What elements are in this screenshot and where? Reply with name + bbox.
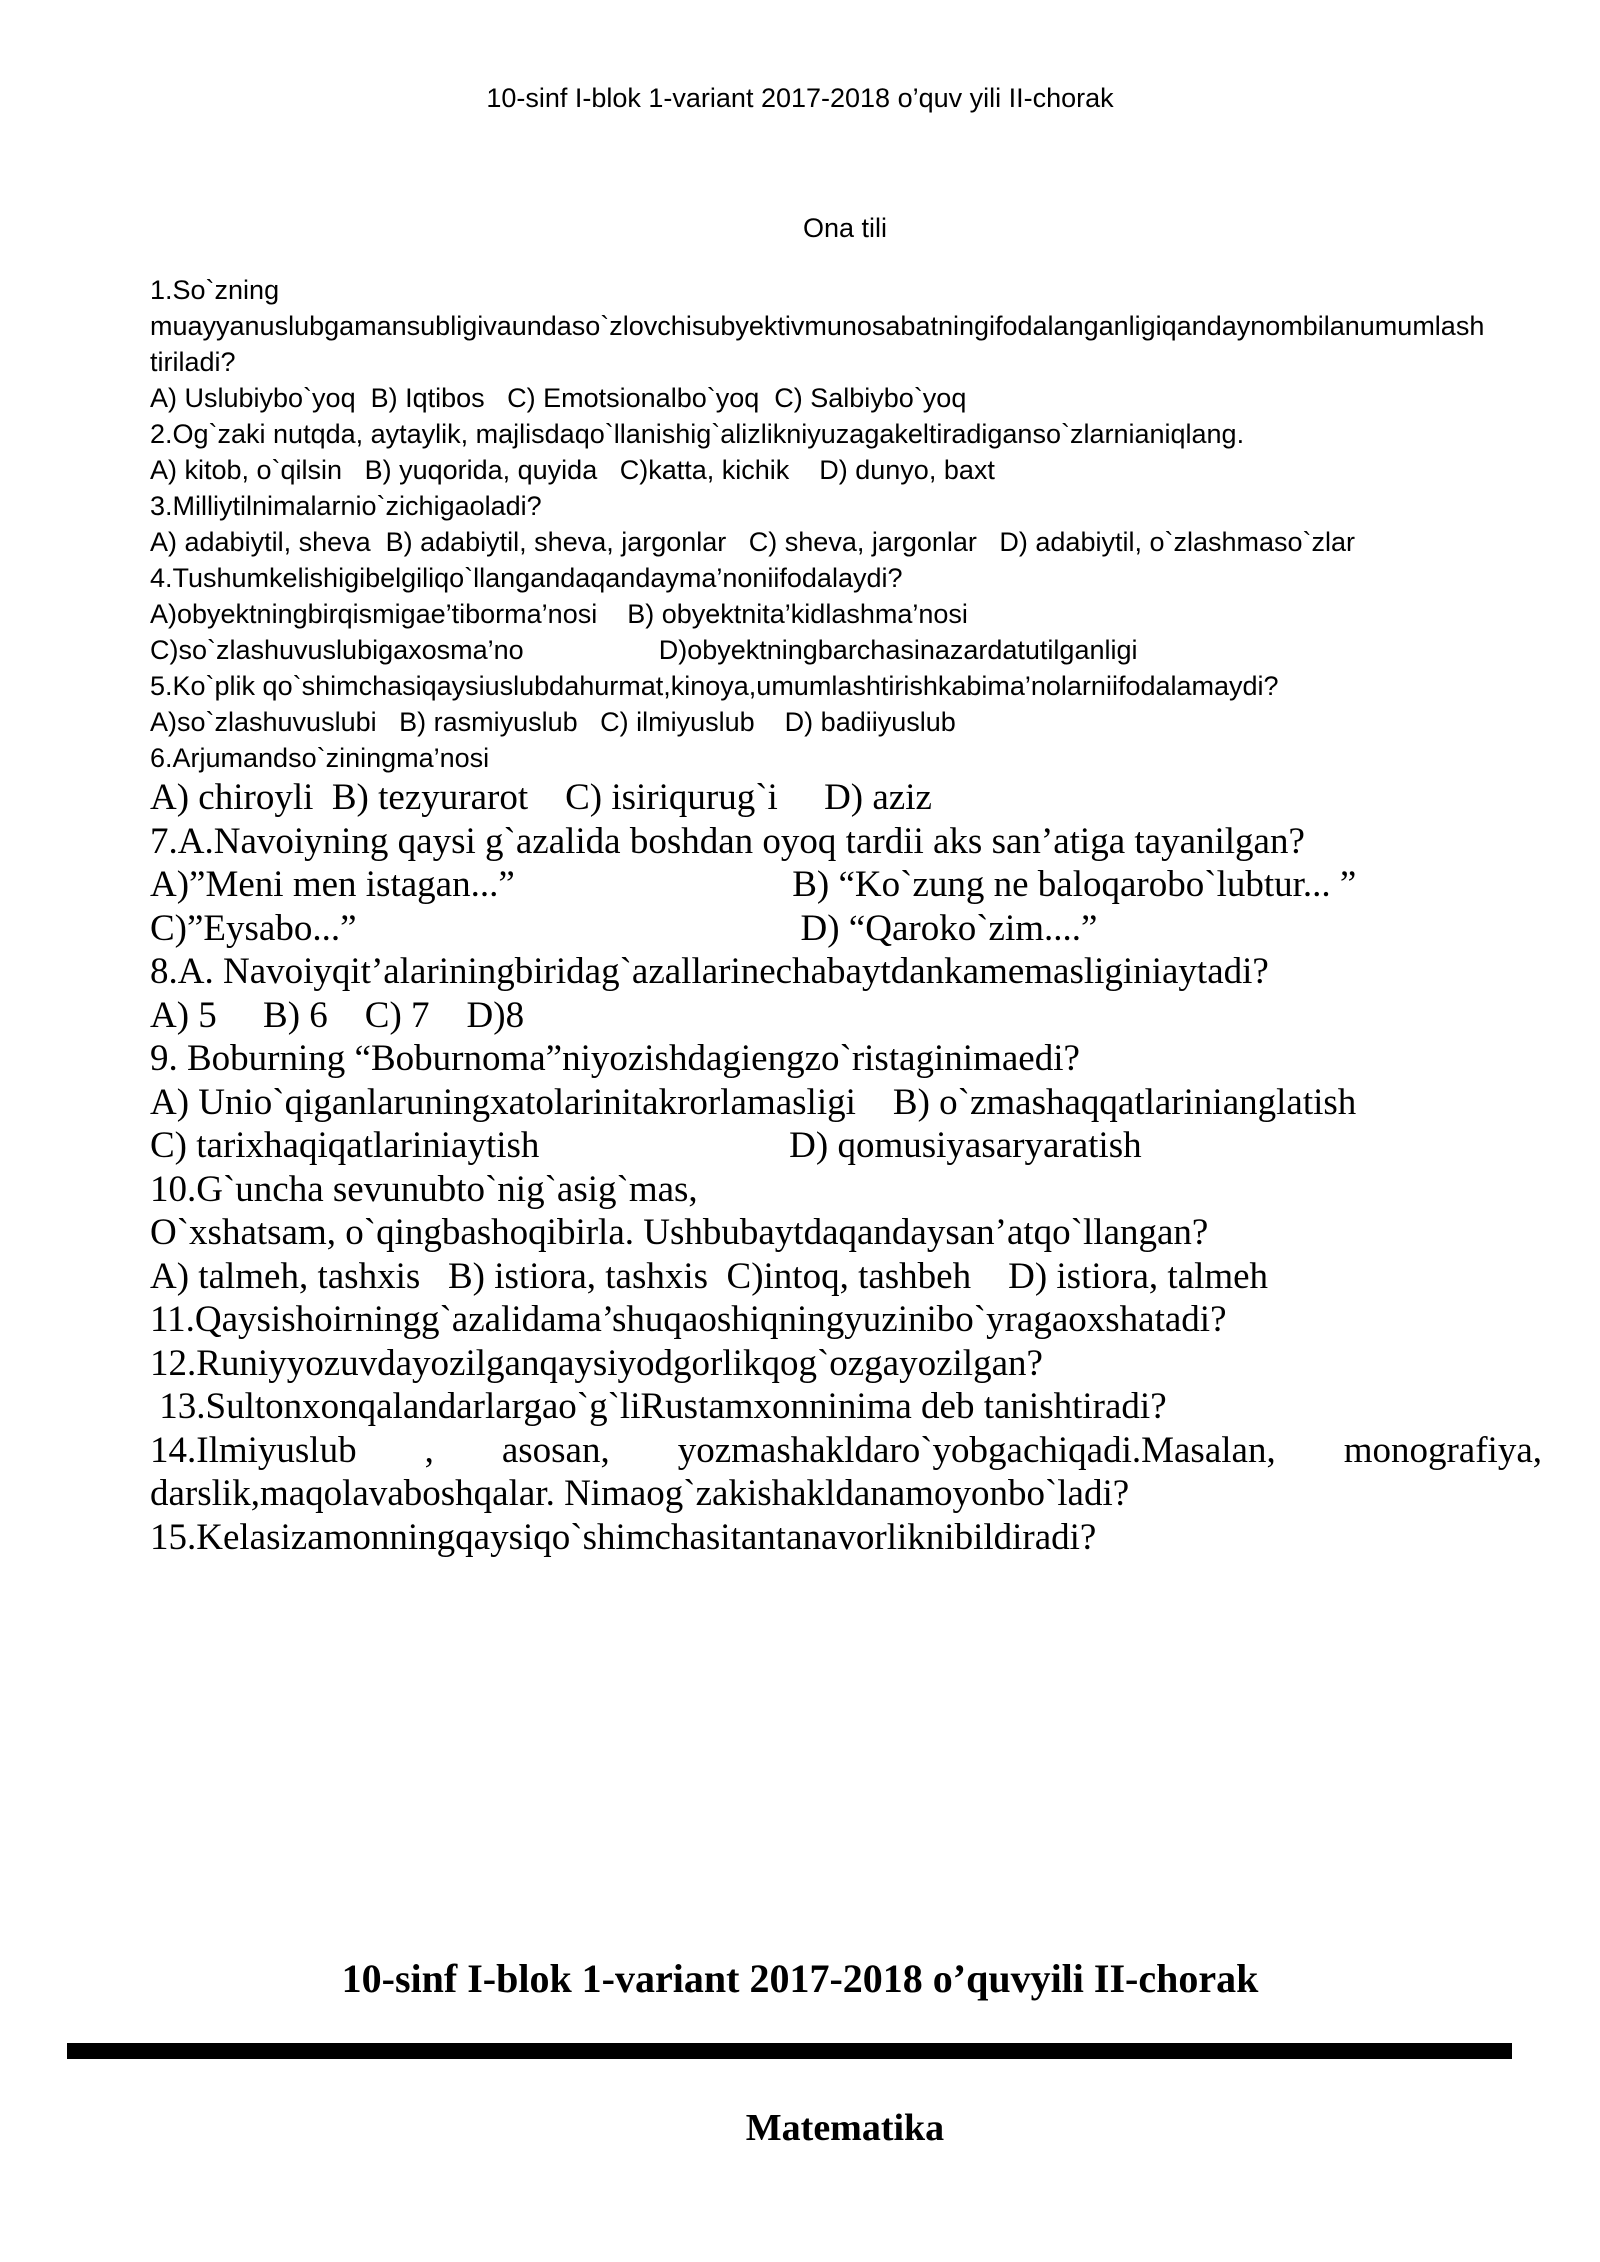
- question-line: 11.Qaysishoirningg`azalidama’shuqaoshiqningyuzinibo`yragaoxshatadi?: [150, 1299, 1227, 1340]
- question-line: 14.Ilmiyuslub , asosan, yozmashakldaro`yobgachiqadi.Masalan, monografiya,: [150, 1429, 1542, 1471]
- question-line: A)so`zlashuvuslubi B) rasmiyuslub C) ilmiyuslub D) badiiyuslub: [150, 707, 956, 737]
- section-divider-bar: [67, 2043, 1512, 2059]
- question-line: A) adabiytil, sheva B) adabiytil, sheva, jargonlar C) sheva, jargonlar D) adabiytil, o`zlashmaso`zlar: [150, 527, 1356, 557]
- question-line: tiriladi?: [150, 347, 236, 377]
- question-line: A)obyektningbirqismigae’tiborma’nosi B) obyektnita’kidlashma’nosi: [150, 599, 968, 629]
- question-line: 2.Og`zaki nutqda, aytaylik, majlisdaqo`llanishig`alizlikniyuzagakeltiradiganso`zlarnianiqlang.: [150, 419, 1245, 449]
- questions-list: [150, 272, 1542, 1559]
- question-line: A) Unio`qiganlaruningxatolarinitakrorlamasligi B) o`zmashaqqatlarinianglatish: [150, 1081, 1357, 1123]
- question-line: C)so`zlashuvuslubigaxosma’no D)obyektningbarchasinazardatutilganligi: [150, 635, 1138, 665]
- question-line: 8.A. Navoiyqit’alariningbiridag`azallarinechabaytdankamemasliginiaytadi?: [150, 951, 1269, 992]
- question-line: A) kitob, o`qilsin B) yuqorida, quyida C)katta, kichik D) dunyo, baxt: [150, 455, 995, 485]
- question-line: A)”Meni men istagan...” B) “Ko`zung ne baloqarobo`lubtur... ”: [150, 864, 1357, 905]
- footer-heading: 10-sinf I-blok 1-variant 2017-2018 o’quvyili II-chorak: [341, 1956, 1259, 2001]
- question-line: A) talmeh, tashxis B) istiora, tashxis C)intoq, tashbeh D) istiora, talmeh: [150, 1255, 1269, 1297]
- question-line: 3.Milliytilnimalarnio`zichigaoladi?: [150, 491, 542, 521]
- question-line: 12.Runiyyozuvdayozilganqaysiyodgorlikqog`ozgayozilgan?: [150, 1342, 1043, 1384]
- question-line: O`xshatsam, o`qingbashoqibirla. Ushbubaytdaqandaysan’atqo`llangan?: [150, 1212, 1209, 1253]
- question-line: A) chiroyli B) tezyurarot C) isiriqurug`i D) aziz: [150, 777, 932, 818]
- question-line: C)”Eysabo...” D) “Qaroko`zim....”: [150, 907, 1098, 949]
- question-line: 5.Ko`plik qo`shimchasiqaysiuslubdahurmat,kinoya,umumlashtirishkabima’nolarniifodalamaydi?: [150, 671, 1279, 701]
- section-title-matematika: Matematika: [745, 2107, 945, 2149]
- question-line: 9. Boburning “Boburnoma”niyozishdagiengzo`ristaginimaedi?: [150, 1038, 1080, 1079]
- question-line: darslik,maqolavaboshqalar. Nimaog`zakishakldanamoyonbo`ladi?: [150, 1473, 1130, 1514]
- question-line: 15.Kelasizamonningqaysiqo`shimchasitantanavorliknibildiradi?: [150, 1516, 1097, 1558]
- section-title-ona-tili: Ona tili: [802, 213, 888, 243]
- question-line: muayyanuslubgamansubligivaundaso`zlovchisubyektivmunosabatningifodalanganligiqandaynombilanumumlash: [150, 311, 1485, 341]
- question-line: 6.Arjumandso`ziningma’nosi: [150, 743, 490, 773]
- question-line: 7.A.Navoiyning qaysi g`azalida boshdan oyoq tardii aks san’atiga tayanilgan?: [150, 820, 1305, 862]
- question-line: 1.So`zning: [150, 275, 280, 305]
- question-line: A) 5 B) 6 C) 7 D)8: [150, 994, 525, 1036]
- question-line: A) Uslubiybo`yoq B) Iqtibos C) Emotsionalbo`yoq C) Salbiybo`yoq: [150, 383, 967, 413]
- page-header-title: 10-sinf I-blok 1-variant 2017-2018 o’quv yili II-chorak: [486, 83, 1114, 113]
- question-line: C) tarixhaqiqatlariniaytish D) qomusiyasaryaratish: [150, 1125, 1142, 1166]
- question-line: 13.Sultonxonqalandarlargao`g`liRustamxonninima deb tanishtiradi?: [150, 1386, 1167, 1427]
- question-line: 4.Tushumkelishigibelgiliqo`llangandaqandayma’noniifodalaydi?: [150, 563, 903, 593]
- question-line: 10.G`uncha sevunubto`nig`asig`mas,: [150, 1168, 698, 1210]
